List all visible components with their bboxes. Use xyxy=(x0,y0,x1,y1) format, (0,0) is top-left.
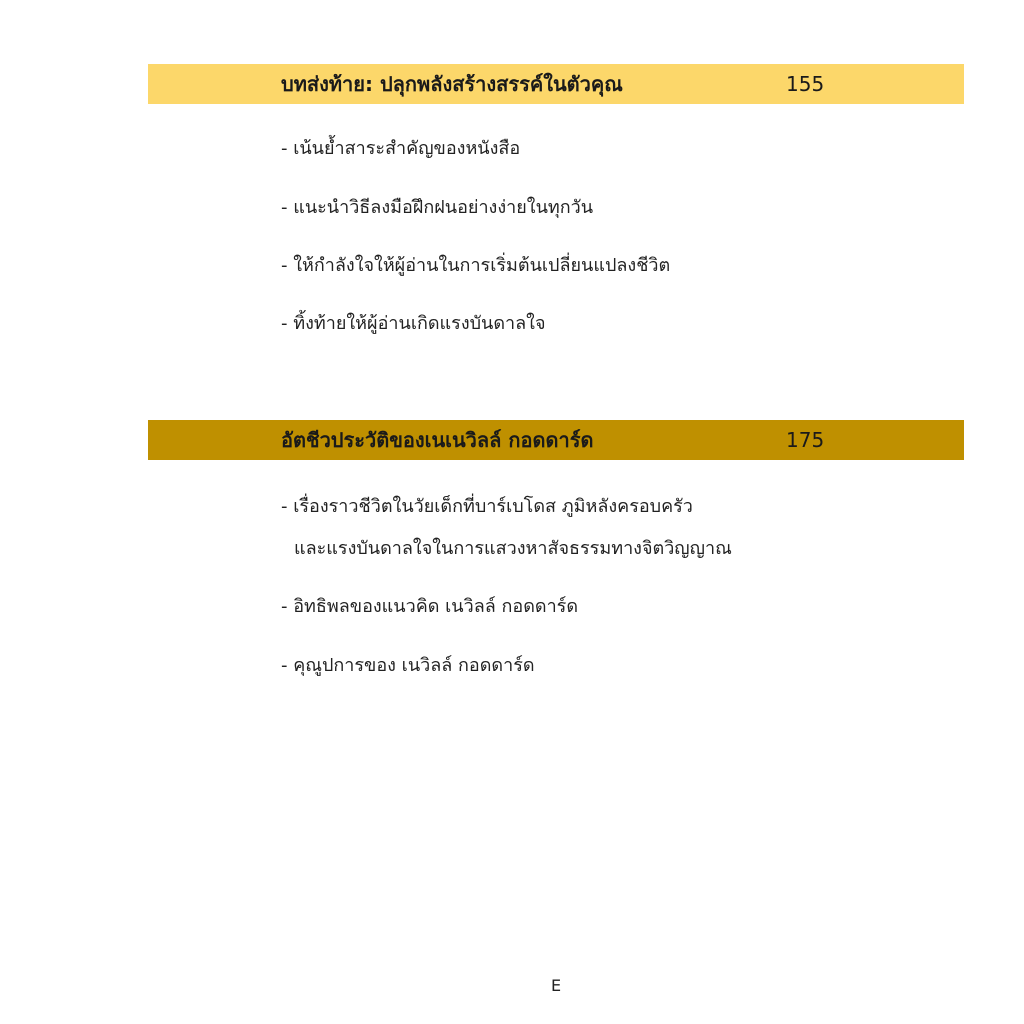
list-item-continuation: และแรงบันดาลใจในการแสวงหาสัจธรรมทางจิตวิญญาณ xyxy=(294,538,732,559)
list-item: - เรื่องราวชีวิตในวัยเด็กที่บาร์เบโดส ภูมิหลังครอบครัว xyxy=(281,496,693,517)
page-footer-letter: E xyxy=(550,976,562,995)
section-page-number: 155 xyxy=(786,72,825,96)
list-item: - เน้นย้ำสาระสำคัญของหนังสือ xyxy=(281,138,521,159)
section-header-biography xyxy=(148,420,964,460)
list-item: - ให้กำลังใจให้ผู้อ่านในการเริ่มต้นเปลี่ยนแปลงชีวิต xyxy=(281,255,671,276)
list-item: - ทิ้งท้ายให้ผู้อ่านเกิดแรงบันดาลใจ xyxy=(281,313,546,334)
section-title: อัตชีวประวัติของเนเนวิลล์ กอดดาร์ด xyxy=(281,428,594,452)
list-item: - คุณูปการของ เนวิลล์ กอดดาร์ด xyxy=(281,655,535,676)
list-item: - อิทธิพลของแนวคิด เนวิลล์ กอดดาร์ด xyxy=(281,596,579,617)
section-page-number: 175 xyxy=(786,428,825,452)
section-header-epilogue xyxy=(148,64,964,104)
list-item: - แนะนำวิธีลงมือฝึกฝนอย่างง่ายในทุกวัน xyxy=(281,197,594,218)
section-title: บทส่งท้าย: ปลุกพลังสร้างสรรค์ในตัวคุณ xyxy=(281,72,623,96)
